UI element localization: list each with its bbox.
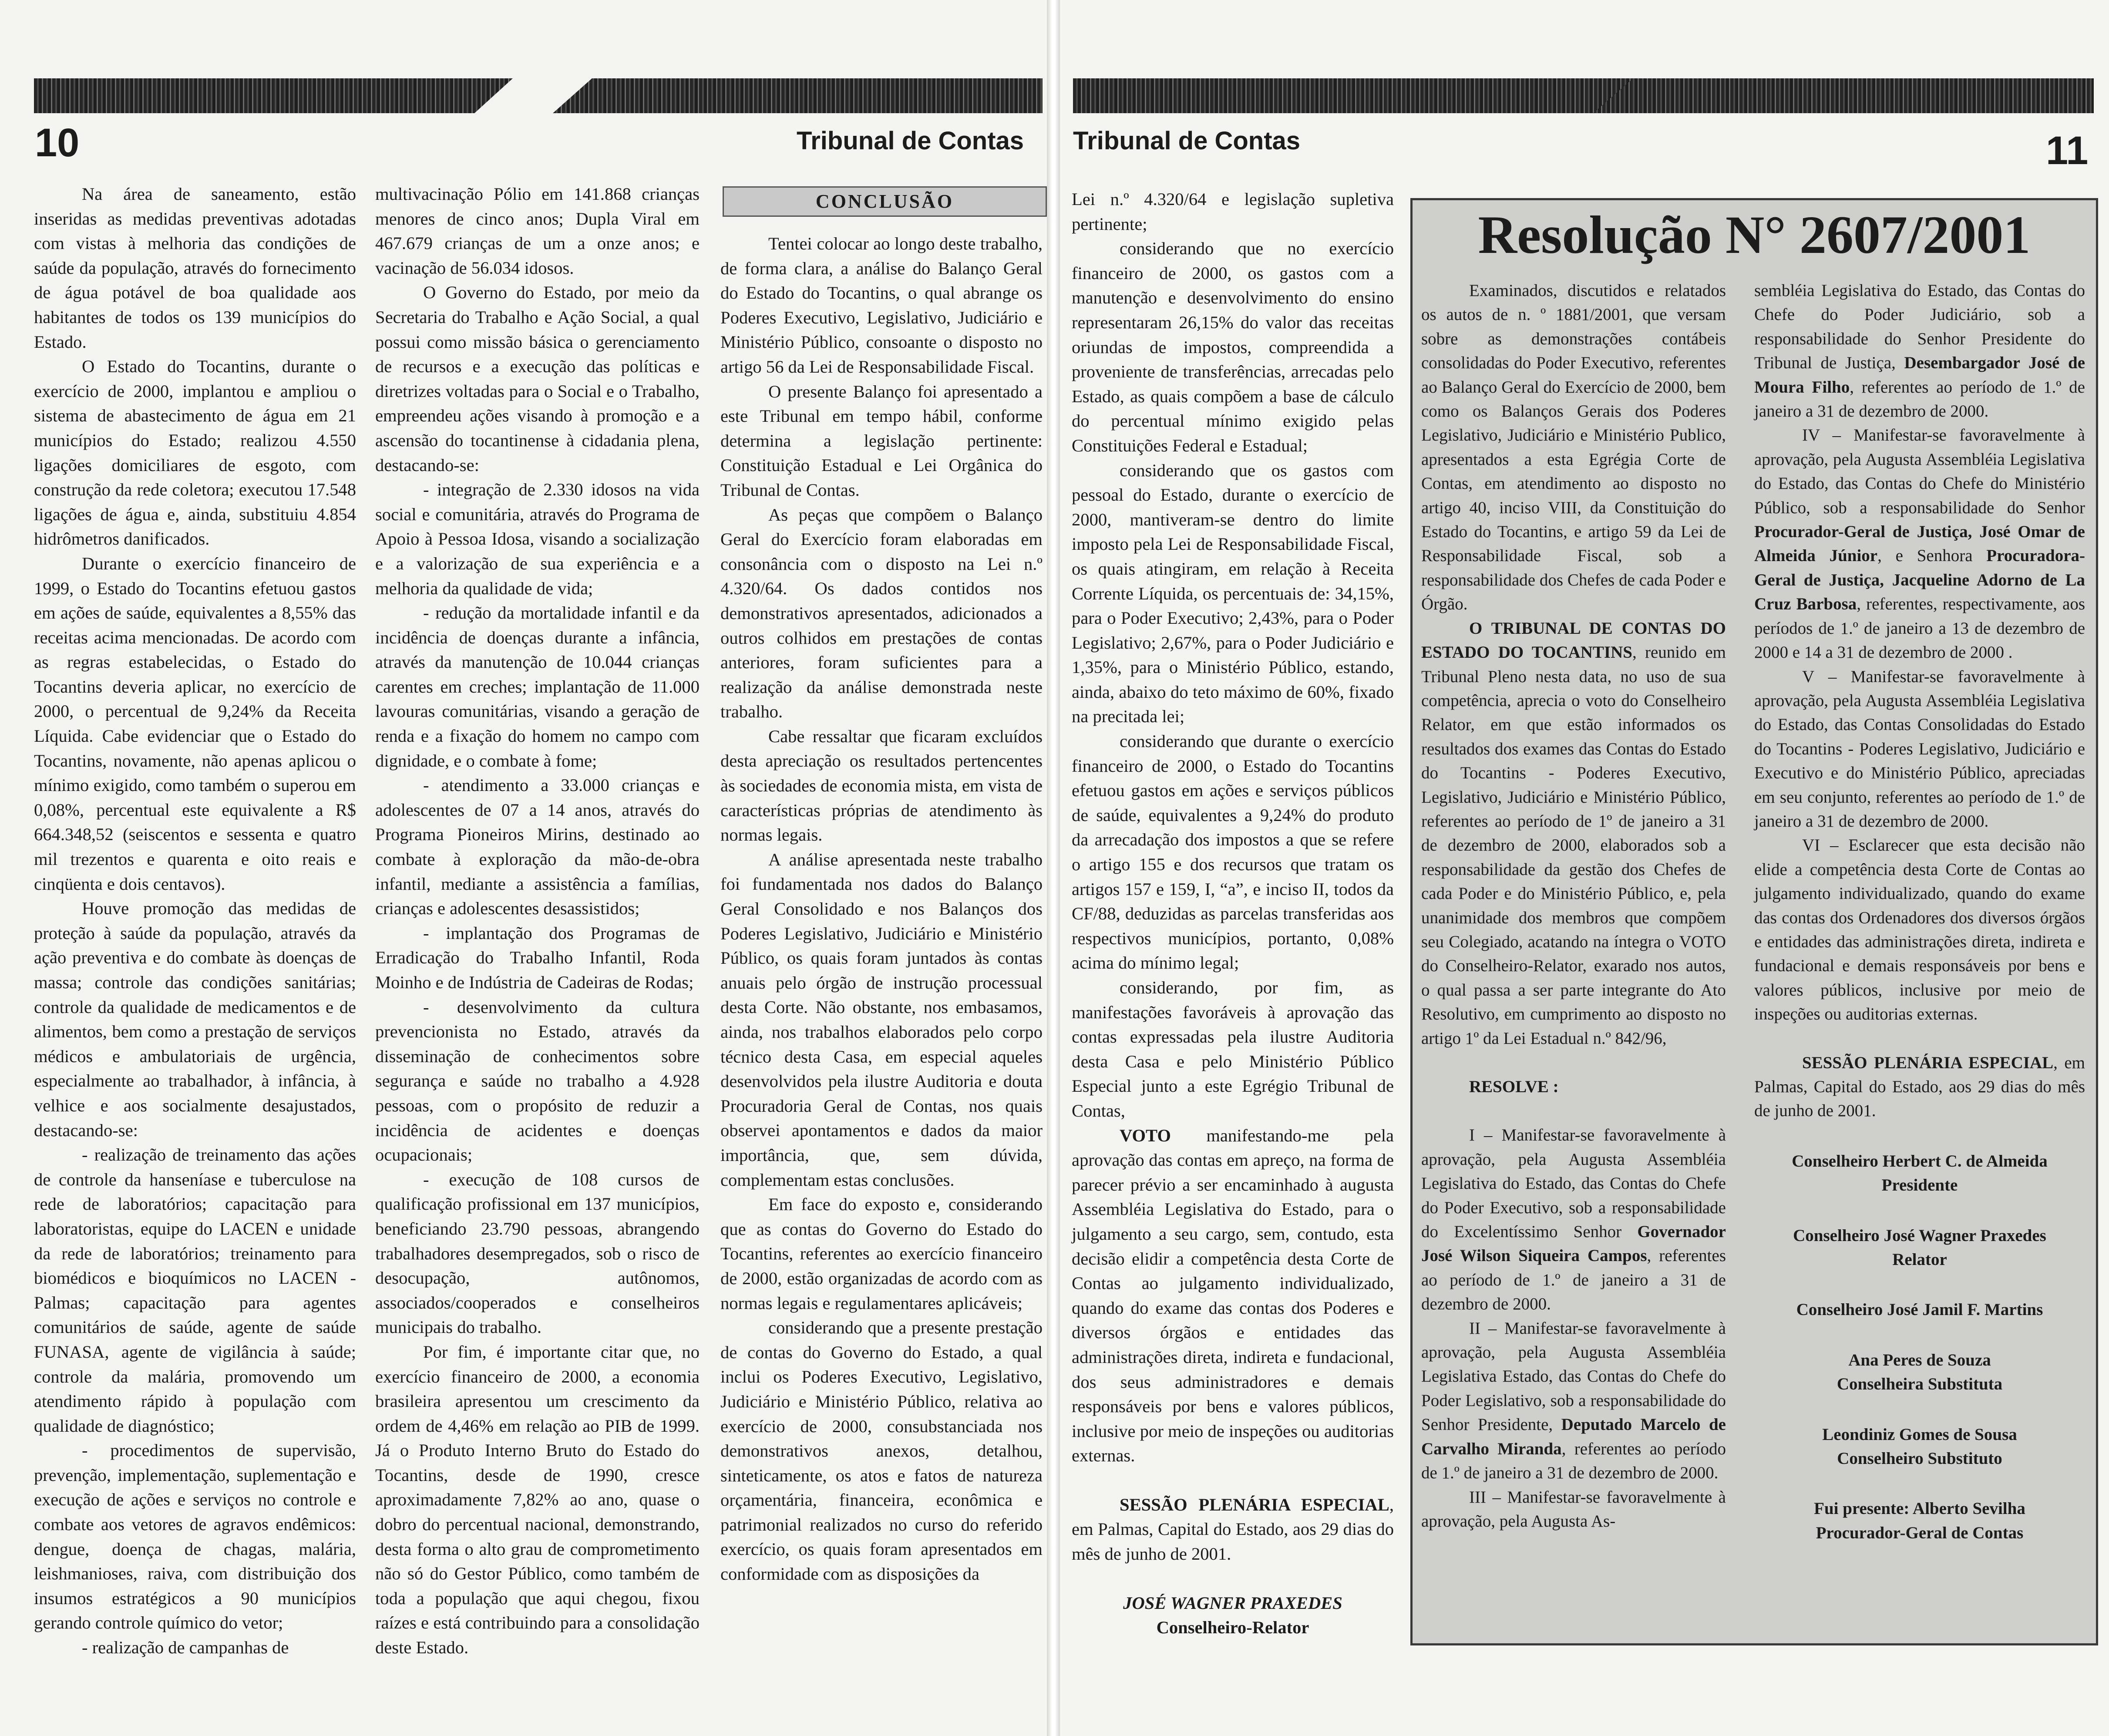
paragraph: - implantação dos Programas de Erradicação do Trabalho Infantil, Roda Moinho e de Indústria de Cadeiras de Rodas; (375, 923, 700, 992)
item-3-start: III – Manifestar-se favoravelmente à aprovação, pela Augusta As- (1421, 1487, 1726, 1531)
header-bar-right-1 (1073, 78, 1639, 113)
paragraph: Examinados, discutidos e relatados os autos de n. º 1881/2001, que versam sobre as demonstrações contábeis consolidadas do Poder Executivo, referentes ao Balanço Geral do Exercício de 2000, bem como os Balanços Gerais dos Poderes Legislativo, Judiciário e Ministério Publico, apresentados a esta Egrégia Corte de Contas, em atendimento ao disposto no artigo 40, inciso VIII, da Constituição do Estado do Tocantins, e artigo 59 da Lei de Responsabilidade Fiscal, sob a responsabilidade dos Chefes de cada Poder e Órgão. (1421, 281, 1726, 614)
paragraph: Houve promoção das medidas de proteção à saúde da população, através da ação preventiva e do combate às doenças de massa; controle das condições sanitárias; controle da qualidade de medicamentos e de alimentos, bem como a prestação de serviços médicos e ambulatoriais de urgência, especialmente ao trabalhador, à infância, à velhice e aos socialmente desajustados, destacando-se: (34, 898, 356, 1140)
signature: Conselheiro José Wagner Praxedes Relator (1793, 1226, 2046, 1269)
tribunal-label: O TRIBUNAL DE CONTAS DO ESTADO DO TOCANTINS (1421, 619, 1726, 662)
page-number-left: 10 (35, 121, 80, 165)
paragraph: considerando que os gastos com pessoal do Estado, durante o exercício de 2000, mantiveram-se dentro do limite imposto pela Lei de Responsabilidade Fiscal, os quais atingiram, em relação à Receita Corrente Líquida, os percentuais de: 34,15%, para o Poder Executivo; 2,43%, para o Poder Legislativo; 2,67%, para o Poder Judiciário e 1,35%, para o Ministério Público, estando, ainda, abaixo do teto máximo de 60%, fixado na precitada lei; (1072, 460, 1394, 727)
paragraph: As peças que compõem o Balanço Geral do Exercício foram elaboradas em consonância com o disposto na Lei n.º 4.320/64. Os dados contidos nos demonstrativos apresentados, adicionados a outros colhidos em prestações de contas anteriores, foram suficientes para a realização da análise demonstrada neste trabalho. (720, 505, 1043, 722)
resolution-column-a (1421, 279, 1726, 1533)
left-page (0, 0, 1047, 1736)
paragraph: considerando, por fim, as manifestações favoráveis à aprovação das contas expressadas pela ilustre Auditoria desta Casa e pelo Ministério Público Especial junto a este Egrégio Tribunal de Contas, (1072, 978, 1394, 1120)
paragraph: Em face do exposto e, considerando que as contas do Governo do Estado do Tocantins, referentes ao exercício financeiro de 2000, estão organizadas de acordo com as normas legais e regulamentares aplicáveis; (720, 1194, 1043, 1313)
paragraph: O Estado do Tocantins, durante o exercício de 2000, implantou e ampliou o sistema de abastecimento de água em 21 municípios do Estado; realizou 4.550 ligações domiciliares de esgoto, com construção da rede coletora; executou 17.548 ligações de água e, ainda, substituiu 4.854 hidrômetros danificados. (34, 357, 356, 549)
paragraph: Por fim, é importante citar que, no exercício financeiro de 2000, a economia brasileira apresentou um crescimento da ordem de 4,46% em relação ao PIB de 1999. Já o Produto Interno Bruto do Estado do Tocantins, desde de 1990, cresce aproximadamente 7,82% ao ano, quase o dobro do percentual nacional, demonstrando, desta forma o alto grau de comprometimento não só do Gestor Público, como também de toda a população que aqui chegou, fixou raízes e está contribuindo para a consolidação deste Estado. (375, 1342, 700, 1658)
signature: Conselheiro Herbert C. de Almeida Presidente (1792, 1151, 2048, 1195)
item-1: I – Manifestar-se favoravelmente à aprovação, pela Augusta Assembléia Legislativa do Estado, das Contas do Chefe do Poder Executivo, sob a responsabilidade do Excelentíssimo Senhor Governador José Wilson Siqueira Campos, referentes ao período de 1.º de janeiro a 31 de dezembro de 2000. (1421, 1126, 1726, 1314)
running-head-right: Tribunal de Contas (1073, 127, 1301, 155)
page-gutter (1047, 0, 1060, 1736)
paragraph: - desenvolvimento da cultura prevencionista no Estado, através da disseminação de conhecimentos sobre segurança e saúde no trabalho a 4.928 pessoas, com o propósito de reduzir a incidência de acidentes e doenças ocupacionais; (375, 997, 700, 1165)
signature-block (1754, 1149, 2085, 1545)
left-column-2 (375, 182, 700, 1660)
paragraph: Na área de saneamento, estão inseridas as medidas preventivas adotadas com vistas à melhoria das condições de saúde da população, através do fornecimento de água potável de boa qualidade aos habitantes de todos os 139 municípios do Estado. (34, 184, 356, 352)
voto-text: manifestando-me pela aprovação das contas em apreço, na forma de parecer prévio a ser encaminhado à augusta Assembléia Legislativa do Estado, para o julgamento a seu cargo, sem, contudo, esta decisão elidir a competência desta Corte de Contas ao julgamento individualizado, quando do exame das contas dos Poderes e diversos órgãos e entidades das administrações direta, indireta e fundacional, dos seus administradores e demais responsáveis por bens e valores públicos, inclusive por meio de inspeções ou auditorias externas. (1072, 1125, 1394, 1466)
item-4: IV – Manifestar-se favoravelmente à aprovação, pela Augusta Assembléia Legislativa do Estado, das Contas do Chefe do Ministério Público, sob a responsabilidade do Senhor Procurador-Geral de Justiça, José Omar de Almeida Júnior, e Senhora Procuradora-Geral de Justiça, Jacqueline Adorno de La Cruz Barbosa, referentes, respectivamente, aos períodos de 1.º de janeiro a 13 de dezembro de 2000 e 14 a 31 de dezembro de 2000 . (1754, 426, 2085, 662)
item-5: V – Manifestar-se favoravelmente à aprovação, pela Augusta Assembléia Legislativa do Estado, das Contas Consolidadas do Estado do Tocantins - Poderes Legislativo, Judiciário e Executivo e do Ministério Público, apreciadas em seu conjunto, referentes ao período de 1.º de janeiro a 31 de dezembro de 2000. (1754, 667, 2085, 831)
resolution-title: Resolução N° 2607/2001 (1478, 205, 2031, 265)
header-bar-right-2 (1593, 78, 2094, 113)
session-label: SESSÃO PLENÁRIA ESPECIAL (1120, 1494, 1389, 1514)
paragraph: considerando que no exercício financeiro de 2000, os gastos com a manutenção e desenvolvimento do ensino representaram 26,15% do valor das receitas oriundas de impostos, compreendida a proveniente de transferências, arrecadas pelo Estado, as quais compõem a base de cálculo do percentual mínimo exigido pelas Constituições Federal e Estadual; (1072, 239, 1394, 455)
paragraph: O Governo do Estado, por meio da Secretaria do Trabalho e Ação Social, a qual possui como missão básica o gerenciamento de recursos e a execução das políticas e diretrizes voltadas para o Social e o Trabalho, empreendeu ações visando à promoção e a ascensão do tocantinense à cidadania plena, destacando-se: (375, 283, 700, 475)
paragraph: - realização de campanhas de (82, 1638, 289, 1658)
paragraph: - realização de treinamento das ações de controle da hanseníase e tuberculose na rede de laboratórios; capacitação para laboratoristas, equipe do LACEN e unidade da rede de laboratórios; treinamento para biomédicos e bioquímicos no LACEN - Palmas; capacitação para agentes comunitários de saúde, agente de saúde FUNASA, agente de vigilância à saúde; controle da malária, promovendo um atendimento rápido à população com qualidade de diagnóstico; (34, 1145, 356, 1436)
paragraph-session (1072, 1493, 1394, 1567)
header-bar-left-2 (553, 78, 1043, 113)
resolve-heading: RESOLVE : (1469, 1077, 1559, 1096)
header-bar-left-1 (34, 78, 513, 113)
paragraph-tribunal (1421, 616, 1726, 1050)
paragraph: Durante o exercício financeiro de 1999, o Estado do Tocantins efetuou gastos em ações de saúde, equivalentes a 8,55% das receitas acima mencionadas. De acordo com as regras estabelecidas, o Estado do Tocantins deveria aplicar, no exercício de 2000, o percentual de 9,24% da Receita Líquida. Cabe evidenciar que o Estado do Tocantins, novamente, não apenas aplicou o mínimo exigido, como também o superou em 0,08%, percentual este equivalente a R$ 664.348,52 (seiscentos e sessenta e quatro mil trezentos e quarenta e oito reais e cinqüenta e dois centavos). (34, 553, 356, 894)
right-column-1 (1072, 187, 1394, 1640)
signature: Ana Peres de Souza Conselheira Substituta (1837, 1350, 2003, 1394)
paragraph: - execução de 108 cursos de qualificação profissional em 137 municípios, beneficiando 23.790 pessoas, abrangendo trabalhadores desempregados, sob o risco de desocupação, autônomos, associados/cooperados e conselheiros municipais do trabalho. (375, 1169, 700, 1337)
section-heading-conclusao: CONCLUSÃO (723, 186, 1047, 217)
signature-name: JOSÉ WAGNER PRAXEDES (1123, 1593, 1342, 1613)
session-text: , em Palmas, Capital do Estado, aos 29 dias do mês de junho de 2001. (1072, 1494, 1394, 1564)
signature: Conselheiro José Jamil F. Martins (1796, 1300, 2043, 1319)
page-number-right: 11 (2046, 128, 2089, 173)
tribunal-text: , reunido em Tribunal Pleno nesta data, no uso de sua competência, aprecia o voto do Conselheiro Relator, em que estão informados os resultados dos exames das Contas do Estado do Tocantins - Poderes Executivo, Legislativo, Judiciário e Ministério Público, referentes ao período de 1º de janeiro a 31 de dezembro de 2000, elaborados sob a responsabilidade da gestão dos Chefes de cada Poder e do Ministério Público, e, pela unanimidade dos membros que compõem seu Colegiado, acatando na íntegra o VOTO do Conselheiro-Relator, exarado nos autos, o qual passa a ser parte integrante do Ato Resolutivo, em cumprimento ao disposto no artigo 1º da Lei Estadual n.º 842/96, (1421, 643, 1726, 1048)
resolution-session: SESSÃO PLENÁRIA ESPECIAL, em Palmas, Capital do Estado, aos 29 dias do mês de junho de 2001. (1754, 1053, 2085, 1120)
item-3-end: sembléia Legislativa do Estado, das Contas do Chefe do Poder Judiciário, sob a responsabilidade do Senhor Presidente do Tribunal de Justiça, Desembargador José de Moura Filho, referentes ao período de 1.º de janeiro a 31 de dezembro de 2000. (1754, 281, 2085, 421)
paragraph: Tentei colocar ao longo deste trabalho, de forma clara, a análise do Balanço Geral do Estado do Tocantins, o qual abrange os Poderes Executivo, Legislativo, Judiciário e Ministério Público, consoante o disposto no artigo 56 da Lei de Responsabilidade Fiscal. (720, 234, 1043, 377)
voto-label: VOTO (1120, 1125, 1171, 1145)
paragraph: - integração de 2.330 idosos na vida social e comunitária, através do Programa de Apoio à Pessoa Idosa, visando a socialização e a valorização de sua experiência e a melhoria da qualidade de vida; (375, 480, 700, 598)
signature: Fui presente: Alberto Sevilha Procurador-Geral de Contas (1814, 1499, 2025, 1542)
paragraph: considerando que a presente prestação de contas do Governo do Estado, a qual inclui os Poderes Executivo, Legislativo, Judiciário e Ministério Público, relativa ao exercício de 2000, consubstanciada nos demonstrativos anexos, detalhou, sinteticamente, os atos e fatos de natureza orçamentária, financeira, econômica e patrimonial realizados no curso do referido exercício, os quais foram apresentados em conformidade com as disposições da (720, 1318, 1043, 1584)
signature-role: Conselheiro-Relator (1156, 1618, 1309, 1638)
resolution-column-b (1754, 279, 2085, 1545)
paragraph: - atendimento a 33.000 crianças e adolescentes de 07 a 14 anos, através do Programa Pioneiros Mirins, destinado ao combate à exploração da mão-de-obra infantil, mediante a assistência a famílias, crianças e adolescentes desassistidos; (375, 775, 700, 918)
paragraph: Lei n.º 4.320/64 e legislação supletiva pertinente; (1072, 189, 1394, 234)
paragraph: - redução da mortalidade infantil e da incidência de doenças durante a infância, através da manutenção de 10.044 crianças carentes em creches; implantação de 11.000 lavouras comunitárias, visando a geração de renda e a fixação do homem no campo com dignidade, e o combate à fome; (375, 603, 700, 770)
item-2: II – Manifestar-se favoravelmente à aprovação, pela Augusta Assembléia Legislativa Estado, das Contas do Chefe do Poder Legislativo, sob a responsabilidade do Senhor Presidente, Deputado Marcelo de Carvalho Miranda, referentes ao período de 1.º de janeiro a 31 de dezembro de 2000. (1421, 1319, 1726, 1483)
paragraph: multivacinação Pólio em 141.868 crianças menores de cinco anos; Dupla Viral em 467.679 crianças de um a onze anos; e vacinação de 56.034 idosos. (375, 184, 700, 278)
paragraph: Cabe ressaltar que ficaram excluídos desta apreciação os resultados pertencentes às sociedades de economia mista, em vista de características próprias de atendimento às normas legais. (720, 726, 1043, 845)
left-column-1 (34, 182, 356, 1660)
paragraph: considerando que durante o exercício financeiro de 2000, o Estado do Tocantins efetuou gastos em ações e serviços públicos de saúde, equivalentes a 9,24% do produto da arrecadação dos impostos a que se refere o artigo 155 e dos recursos que tratam os artigos 157 e 159, I, “a”, e inciso II, todos da CF/88, deduzidas as parcelas transferidas aos respectivos municípios, portanto, 0,08% acima do mínimo legal; (1072, 731, 1394, 973)
paragraph: - procedimentos de supervisão, prevenção, implementação, suplementação e execução de ações e serviços no controle e combate aos vetores de agravos endêmicos: dengue, doença de chagas, malária, leishmanioses, raiva, com distribuição dos insumos estratégicos a 90 municípios gerando controle químico do vetor; (34, 1440, 356, 1633)
paragraph: O presente Balanço foi apresentado a este Tribunal em tempo hábil, conforme determina a legislação pertinente: Constituição Estadual e Lei Orgânica do Tribunal de Contas. (720, 381, 1043, 500)
paragraph-voto (1072, 1124, 1394, 1468)
item-6: VI – Esclarecer que esta decisão não elide a competência desta Corte de Contas ao julgamento individualizado, quando do exame das contas dos Ordenadores dos diversos órgãos e entidades das administrações direta, indireta e fundacional e demais responsáveis por bens e valores públicos, inclusive por meio de inspeções ou auditorias externas. (1754, 836, 2085, 1024)
left-column-3 (720, 232, 1043, 1587)
paragraph: A análise apresentada neste trabalho foi fundamentada nos dados do Balanço Geral Consolidado e nos Balanços dos Poderes Legislativo, Judiciário e Ministério Público, os quais foram juntados às contas anuais pelo órgão de instrução processual desta Corte. Não obstante, nos embasamos, ainda, nos trabalhos elaborados pelo corpo técnico desta Casa, em especial aqueles desenvolvidos pela ilustre Auditoria e douta Procuradoria Geral de Contas, nos quais observei apontamentos e dados da maior importância, que, sem dúvida, complementam estas conclusões. (720, 849, 1043, 1190)
signature: Leondiniz Gomes de Sousa Conselheiro Substituto (1822, 1425, 2017, 1468)
running-head-left: Tribunal de Contas (797, 127, 1024, 155)
